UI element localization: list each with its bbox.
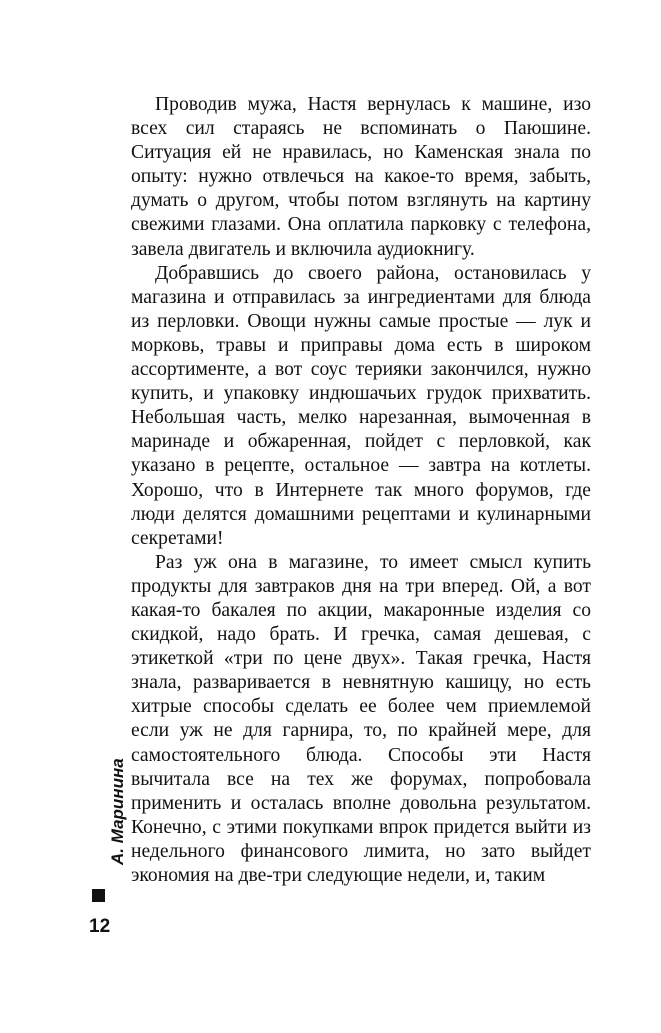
page-number: 12 bbox=[89, 916, 111, 937]
body-text bbox=[131, 93, 591, 888]
square-marker-icon bbox=[92, 889, 105, 902]
paragraph-3: Раз уж она в магазине, то имеет смысл купить продукты для завтраков дня на три вперед. Ой, а вот какая-то бакалея по акции, макаронные изделия со скидкой, надо брать. И гречка, самая дешевая, с этикеткой «три по цене двух». Такая гречка, Настя знала, разваривается в невнятную кашицу, но есть хитрые способы сделать ее более чем приемлемой если уж не для гарнира, то, по крайней мере, для самостоятельного блюда. Способы эти Настя вычитала все на тех же форумах, попробовала применить и осталась вполне довольна результатом. Конечно, с этими покупками впрок придется выйти из недельного финансового лимита, но зато выйдет экономия на две-три следующие недели, и, таким bbox=[131, 551, 591, 886]
paragraph-2: Добравшись до своего района, остановилась у магазина и отправилась за ингредиентами для блюда из перловки. Овощи нужны самые простые — лук и морковь, травы и приправы дома есть в широком ассортименте, а вот соус терияки закончился, нужно купить, и упаковку индюшачьих грудок прихватить. Небольшая часть, мелко нарезанная, вымоченная в маринаде и обжаренная, пойдет с перловкой, как указано в рецепте, остальное — завтра на котлеты. Хорошо, что в Интернете так много форумов, где люди делятся домашними рецептами и кулинарными секретами! bbox=[131, 262, 591, 549]
running-author: А. Маринина bbox=[108, 758, 127, 865]
paragraph-1: Проводив мужа, Настя вернулась к машине, изо всех сил стараясь не вспоминать о Паюшине. Ситуация ей не нравилась, но Каменская знала по опыту: нужно отвлечься на какое-то время, забыть, думать о другом, чтобы потом взглянуть на картину свежими глазами. Она оплатила парковку с телефона, завела двигатель и включила аудиокнигу. bbox=[131, 94, 591, 260]
